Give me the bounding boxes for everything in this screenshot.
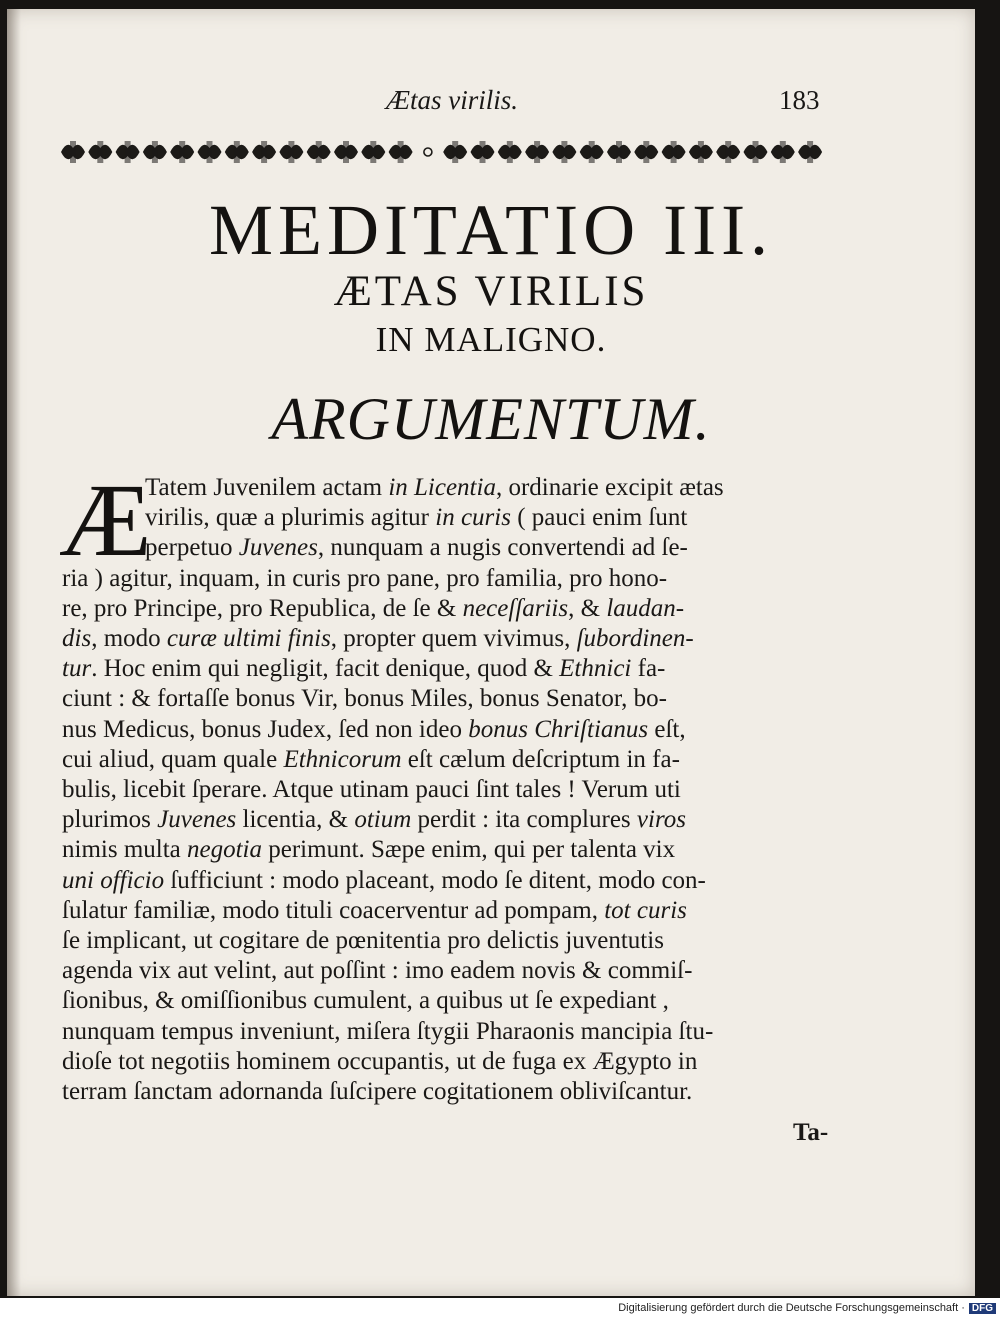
text-span: terram ſanctam adornanda ſuſcipere cogitationem obliviſcantur. (62, 1078, 693, 1105)
italic-span: neceſſariis (462, 594, 569, 622)
text-span: perimunt. Sæpe enim, qui per talenta vix (262, 836, 676, 864)
body-line (62, 624, 694, 654)
body-line (62, 805, 686, 835)
digitization-credit (0, 1302, 996, 1318)
text-span: fa- (631, 655, 666, 683)
text-span: re, pro Principe, pro Republica, de ſe & (62, 594, 463, 622)
body-line (145, 473, 724, 503)
text-span: cui aliud, quam quale (62, 745, 284, 773)
text-span: perpetuo (145, 534, 239, 562)
text-span: agenda vix aut velint, aut poſſint : imo eadem novis & commiſ- (62, 957, 693, 985)
body-line (62, 564, 667, 594)
italic-span: otium (354, 806, 412, 834)
text-span: ſulatur familiæ, modo tituli coacerventur ad pompam, (62, 896, 605, 924)
body-line (62, 715, 686, 745)
body-line (62, 1017, 713, 1047)
text-span: . Hoc enim qui negligit, facit denique, quod & (91, 655, 560, 683)
body-line (62, 835, 675, 865)
body-line (62, 654, 665, 684)
text-span: eſt cælum deſcriptum in fa- (401, 745, 680, 773)
italic-span: ſubordinen- (576, 625, 694, 652)
running-title: Ætas virilis. (385, 85, 519, 115)
text-span: , & (568, 594, 607, 622)
italic-span: in curis (435, 504, 511, 532)
body-line (62, 775, 681, 805)
text-span: nunquam tempus inveniunt, miſera ſtygii Pharaonis mancipia ſtu- (62, 1017, 714, 1045)
italic-span: Juvenes (157, 806, 237, 834)
text-span: ſufficiunt : modo placeant, modo ſe ditent, modo con- (164, 866, 706, 894)
text-span: , modo (91, 625, 167, 652)
body-line (62, 684, 667, 714)
italic-span: negotia (187, 836, 262, 864)
text-span: nimis multa (62, 836, 187, 864)
text-span: ( pauci enim ſunt (510, 504, 688, 532)
section-heading: ARGUMENTUM. (271, 386, 711, 452)
drop-capital: Æ (59, 463, 152, 578)
italic-span: in Licentia (388, 474, 496, 501)
page-number: 183 (779, 85, 820, 115)
dfg-logo: DFG (969, 1303, 996, 1314)
body-line (62, 594, 684, 624)
catchword: Ta- (793, 1119, 829, 1146)
body-line (145, 503, 687, 533)
text-span: virilis, quæ a plurimis agitur (145, 504, 436, 532)
body-line (62, 956, 692, 986)
body-line (62, 986, 669, 1016)
italic-span: viros (636, 806, 686, 834)
chapter-title: MEDITATIO III. (208, 190, 774, 270)
text-span: perdit : ita complures (411, 806, 637, 834)
body-line (62, 1077, 692, 1107)
text-span: plurimos (62, 806, 158, 834)
body-line (145, 533, 688, 563)
italic-span: dis (62, 625, 92, 652)
chapter-subtitle-2: IN MALIGNO. (375, 320, 607, 359)
text-span: dioſe tot negotiis hominem occupantis, ut de fuga ex Ægypto in (62, 1047, 698, 1075)
italic-span: bonus Chriſtianus (468, 715, 649, 743)
text-span: eſt, (648, 715, 686, 743)
text-span: , propter quem vivimus, (330, 625, 577, 652)
text-span: bulis, licebit ſperare. Atque utinam pauci ſint tales ! Verum uti (62, 776, 681, 803)
italic-span: curæ ultimi finis (166, 625, 331, 652)
book-page (7, 9, 975, 1296)
text-span: Tatem Juvenilem actam (145, 474, 389, 501)
chapter-subtitle: ÆTAS VIRILIS (333, 268, 649, 315)
text-span: licentia, & (236, 806, 355, 834)
body-line (62, 926, 664, 956)
text-span: ſe implicant, ut cogitare de pœnitentia pro delictis juventutis (62, 927, 664, 954)
text-span: , nunquam a nugis convertendi ad ſe- (317, 534, 688, 562)
body-line (62, 1047, 697, 1077)
body-line (62, 896, 687, 926)
italic-span: laudan- (606, 594, 685, 622)
italic-span: Ethnici (559, 655, 632, 683)
text-span: ciunt : & fortaſſe bonus Vir, bonus Miles, bonus Senator, bo- (62, 685, 668, 713)
italic-span: tot curis (604, 896, 687, 924)
italic-span: Juvenes (238, 534, 318, 562)
italic-span: tur (62, 655, 92, 683)
body-line (62, 745, 680, 775)
text-span: ria ) agitur, inquam, in curis pro pane, pro familia, pro hono- (62, 564, 668, 592)
text-span: ſionibus, & omiſſionibus cumulent, a quibus ut ſe expediant , (62, 987, 669, 1015)
text-span: nus Medicus, bonus Judex, ſed non ideo (62, 715, 469, 743)
italic-span: uni officio (62, 866, 165, 894)
body-line (62, 866, 706, 896)
credit-text: Digitalisierung gefördert durch die Deutsche Forschungsgemeinschaft · (618, 1302, 965, 1314)
printers-ornament-band (59, 137, 825, 167)
italic-span: Ethnicorum (283, 745, 402, 773)
text-span: , ordinarie excipit ætas (495, 474, 724, 501)
